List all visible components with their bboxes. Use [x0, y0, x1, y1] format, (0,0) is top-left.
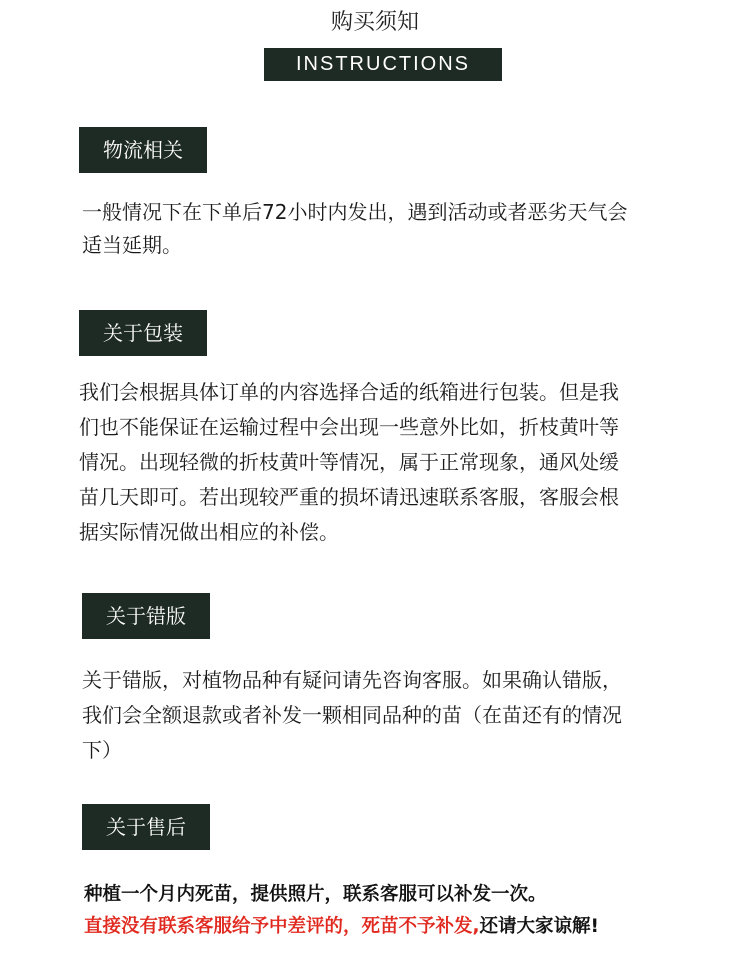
body-line: 情况。出现轻微的折枝黄叶等情况，属于正常现象，通风处缓	[79, 450, 619, 474]
body-line: 我们会根据具体订单的内容选择合适的纸箱进行包装。但是我	[79, 380, 619, 404]
warning-text: 直接没有联系客服给予中差评的，死苗不予补发,	[84, 916, 480, 937]
body-line: 据实际情况做出相应的补偿。	[79, 520, 339, 544]
body-line: 我们会全额退款或者补发一颗相同品种的苗（在苗还有的情况	[82, 703, 622, 727]
body-line: 苗几天即可。若出现较严重的损坏请迅速联系客服，客服会根	[79, 485, 619, 509]
after-sales-warning	[84, 912, 599, 942]
page-title: 购买须知	[330, 10, 419, 35]
instructions-badge: INSTRUCTIONS	[264, 48, 502, 81]
section-heading-wrong-variety: 关于错版	[82, 593, 210, 639]
section-heading-packaging: 关于包装	[79, 310, 207, 356]
section-heading-after-sales: 关于售后	[82, 804, 210, 850]
body-line: 一般情况下在下单后72小时内发出，遇到活动或者恶劣天气会	[82, 200, 628, 224]
body-line: 们也不能保证在运输过程中会出现一些意外比如，折枝黄叶等	[79, 415, 619, 439]
body-line: 适当延期。	[82, 233, 182, 257]
after-sales-policy: 种植一个月内死苗，提供照片，联系客服可以补发一次。	[84, 884, 547, 905]
apology-text: 还请大家谅解!	[479, 916, 599, 937]
body-line: 关于错版，对植物品种有疑问请先咨询客服。如果确认错版，	[82, 668, 622, 692]
body-line: 下）	[82, 738, 122, 762]
section-heading-logistics: 物流相关	[79, 127, 207, 173]
